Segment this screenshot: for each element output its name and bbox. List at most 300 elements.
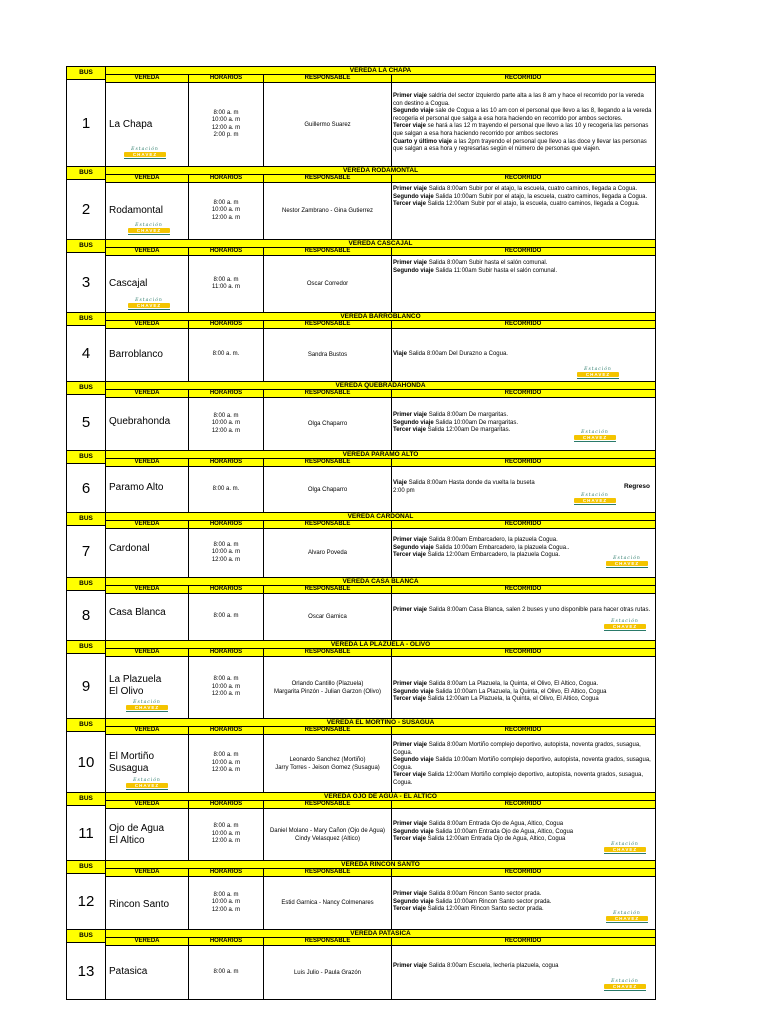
header-horarios: HORARIOS (189, 727, 264, 734)
trip-label: Tercer viaje (393, 906, 426, 913)
responsable-name: Alvaro Poveda (307, 550, 348, 556)
responsable-list (264, 183, 391, 239)
responsable-cell (264, 183, 392, 239)
responsable-list (264, 467, 391, 512)
vereda-cell (106, 398, 189, 450)
vereda-name-line: Quebrahonda (109, 416, 171, 427)
header-responsable: RESPONSABLE (264, 727, 392, 734)
route-details (106, 166, 656, 239)
trip-description: Salida 8:00am De margaritas. (427, 412, 509, 418)
recorrido-cell (392, 329, 654, 381)
trip-description: Salida 10:00am Entrada Ojo de Agua, Altico, Cogua (433, 828, 574, 835)
bus-header: BUS (67, 577, 105, 591)
responsable-list (264, 256, 391, 312)
bus-header: BUS (67, 66, 105, 80)
regreso-label: Regreso (623, 483, 650, 490)
vereda-cell (106, 529, 189, 577)
horario-item: 10:00 a. m (211, 549, 241, 556)
responsable-name: Oscar Garnica (308, 614, 347, 620)
trip-description: se hará a las 12 m trayendo el personal que llevo a las 10 y recogeria las personas que salgan a esa hora haciendo recorrido por ambos sectores (393, 123, 649, 137)
header-vereda: VEREDA (106, 649, 189, 656)
responsable-list (264, 877, 391, 929)
route-block (67, 512, 656, 577)
responsable-cell (264, 735, 392, 792)
logo-underline (604, 630, 646, 631)
route-row (106, 329, 655, 381)
header-horarios: HORARIOS (189, 938, 264, 945)
header-horarios: HORARIOS (189, 521, 264, 528)
bus-column (67, 860, 106, 929)
header-responsable: RESPONSABLE (264, 586, 392, 593)
route-row (106, 83, 655, 166)
recorrido-trip (393, 186, 652, 194)
route-details (106, 929, 656, 999)
column-headers (106, 726, 655, 735)
responsable-cell (264, 529, 392, 577)
vereda-name (109, 543, 150, 555)
header-responsable: RESPONSABLE (264, 75, 392, 82)
header-horarios: HORARIOS (189, 869, 264, 876)
trip-description: 2:00 pm (393, 487, 415, 494)
column-headers (106, 648, 655, 657)
trip-description: Salida 8:00am Hasta donde da vuelta la buseta (406, 480, 535, 486)
route-details (106, 450, 656, 512)
vereda-title: VEREDA CASCAJAL (106, 239, 655, 247)
header-vereda: VEREDA (106, 459, 189, 466)
recorrido-trip (393, 899, 652, 907)
vereda-name-line: La Plazuela (109, 674, 162, 685)
vereda-name (109, 607, 166, 619)
header-responsable: RESPONSABLE (264, 459, 392, 466)
trip-label: Primer viaje (393, 821, 428, 827)
logo-underline (574, 504, 616, 505)
trip-description: Salida 12:00am Rincon Santo sector prada. (425, 906, 544, 913)
header-recorrido: RECORRIDO (504, 459, 542, 465)
trip-description: Salida 8:00am Del Durazno a Cogua. (406, 351, 508, 357)
logo-line-2: CHAVEZ (606, 561, 648, 566)
header-recorrido: RECORRIDO (504, 321, 542, 327)
trip-label: Tercer viaje (393, 552, 426, 559)
bus-header: BUS (67, 512, 105, 526)
horario-item: 12:00 a. m (211, 906, 241, 913)
recorrido-trip (393, 194, 652, 202)
vereda-name-line: Cascajal (109, 278, 148, 289)
horario-item: 8:00 a. m (213, 752, 239, 759)
estacion-chavez-logo (128, 298, 170, 310)
logo-line-2: CHAVEZ (606, 916, 648, 921)
horario-item: 12:00 a. m (211, 838, 241, 845)
bus-number: 11 (78, 824, 94, 842)
logo-line-1: Estación (584, 367, 612, 372)
horarios-cell (189, 83, 264, 166)
recorrido-trip (393, 891, 652, 899)
header-vereda: VEREDA (106, 801, 189, 808)
responsable-name: Orlando Cantillo (Plazuela) (291, 680, 364, 687)
responsable-cell (264, 467, 392, 512)
trip-label: Tercer viaje (393, 123, 426, 130)
vereda-cell (106, 594, 189, 640)
vereda-title: VEREDA PARAMO ALTO (106, 450, 655, 458)
header-responsable: RESPONSABLE (264, 390, 392, 397)
vereda-name-line: Casa Blanca (109, 607, 166, 618)
logo-line-1: Estación (613, 556, 641, 561)
header-horarios: HORARIOS (189, 321, 264, 328)
estacion-chavez-logo (574, 430, 616, 442)
bus-header: BUS (67, 860, 105, 874)
bus-column (67, 640, 106, 718)
estacion-chavez-logo (574, 493, 616, 505)
trip-label: Segundo viaje (393, 544, 434, 551)
trip-description: Salida 12:00am Subir por el atajo, la escuela, cuatro caminos, llegada a Cogua. (425, 201, 640, 208)
trip-label: Cuarto y último viaje (393, 138, 453, 145)
column-headers (106, 520, 655, 529)
responsable-name: Margarita Pinzón - Julian Garzon (Olivo) (273, 688, 382, 695)
logo-line-1: Estación (133, 700, 161, 705)
vereda-title: VEREDA LA CHAPA (106, 66, 655, 74)
route-details (106, 718, 656, 792)
recorrido-text (393, 351, 652, 359)
recorrido-trip (393, 821, 652, 829)
horario-item: 12:00 a. m (211, 767, 241, 774)
horarios-list (189, 183, 263, 239)
route-block (67, 66, 656, 166)
bus-number: 4 (81, 345, 91, 362)
horarios-list (189, 529, 263, 577)
route-block (67, 239, 656, 312)
header-recorrido: RECORRIDO (504, 75, 542, 81)
column-headers (106, 320, 655, 329)
header-responsable: RESPONSABLE (264, 175, 392, 182)
logo-line-2: CHAVEZ (126, 705, 168, 710)
trip-description: saldria del sector izquierdo parte alta a las 8 am y hace el recorrido por la vereda con destino a Cogua. (393, 93, 644, 107)
trip-description: a las 2pm trayendo el personal que llevo a las doce y llevar las personas que salgan a esa hora y regresarlas según el número de personas que viajen. (393, 138, 647, 153)
trip-label: Segundo viaje (393, 108, 434, 115)
recorrido-trip (393, 696, 652, 704)
recorrido-text (393, 821, 652, 844)
header-vereda: VEREDA (106, 586, 189, 593)
recorrido-trip (393, 742, 652, 757)
vereda-title: VEREDA OJO DE AGUA - EL ALTICO (106, 792, 655, 800)
route-row (106, 183, 655, 239)
recorrido-text (393, 681, 652, 704)
horario-item: 8:00 a. m (213, 276, 239, 283)
header-horarios: HORARIOS (189, 649, 264, 656)
horario-item: 2:00 p. m (213, 132, 239, 138)
horarios-cell (189, 877, 264, 929)
vereda-name-line: Cardonal (109, 543, 150, 554)
route-block (67, 718, 656, 792)
bus-number: 8 (81, 607, 91, 624)
header-vereda: VEREDA (106, 175, 189, 182)
vereda-name (109, 349, 163, 361)
recorrido-trip (393, 268, 652, 276)
column-headers (106, 868, 655, 877)
logo-line-1: Estación (581, 430, 609, 435)
vereda-name-line: Susagua (109, 763, 149, 774)
bus-column (67, 577, 106, 640)
recorrido-cell (392, 657, 654, 718)
logo-underline (604, 990, 646, 991)
header-recorrido: RECORRIDO (504, 390, 542, 396)
vereda-cell (106, 735, 189, 792)
bus-column (67, 792, 106, 860)
estacion-chavez-logo (606, 911, 648, 923)
responsable-cell (264, 256, 392, 312)
logo-line-1: Estación (611, 619, 639, 624)
recorrido-text (393, 93, 652, 154)
recorrido-trip (393, 108, 652, 123)
bus-header: BUS (67, 450, 105, 464)
vereda-name (109, 674, 161, 698)
vereda-title: VEREDA QUEBRADAHONDA (106, 381, 655, 389)
responsable-cell (264, 657, 392, 718)
logo-underline (574, 441, 616, 442)
responsable-list (264, 83, 391, 166)
trip-label: Tercer viaje (393, 201, 426, 208)
logo-underline (606, 567, 648, 568)
horarios-cell (189, 467, 264, 512)
horarios-list (189, 946, 263, 999)
vereda-title: VEREDA LA PLAZUELA - OLIVO (106, 640, 655, 648)
bus-column (67, 312, 106, 381)
recorrido-cell (392, 946, 654, 999)
horario-item: 8:00 a. m. (212, 485, 240, 492)
recorrido-trip (393, 772, 652, 787)
column-headers (106, 800, 655, 809)
recorrido-trip (393, 412, 652, 420)
trip-label: Primer viaje (393, 742, 428, 748)
route-row (106, 809, 655, 860)
trip-label: Primer viaje (393, 607, 428, 613)
estacion-chavez-logo (604, 842, 646, 854)
horarios-cell (189, 735, 264, 792)
estacion-chavez-logo (604, 979, 646, 991)
recorrido-cell (392, 467, 654, 512)
horario-item: 10:00 a. m (211, 420, 241, 427)
horario-item: 10:00 a. m (211, 683, 241, 690)
trip-description: Salida 8:00am Subir hasta el salón comunal. (427, 260, 548, 266)
logo-line-2: CHAVEZ (574, 498, 616, 503)
responsable-list (264, 594, 391, 640)
bus-number: 7 (81, 543, 91, 560)
responsable-list (264, 735, 391, 792)
header-horarios: HORARIOS (189, 801, 264, 808)
horarios-list (189, 877, 263, 929)
recorrido-trip (393, 689, 652, 697)
horarios-cell (189, 946, 264, 999)
vereda-name-line: La Chapa (109, 119, 153, 130)
vereda-name (109, 482, 163, 494)
header-responsable: RESPONSABLE (264, 869, 392, 876)
vereda-name-line: Rincon Santo (109, 899, 170, 910)
vereda-name-line: El Olivo (109, 686, 144, 697)
recorrido-trip (393, 93, 652, 108)
vereda-name (109, 416, 170, 428)
header-responsable: RESPONSABLE (264, 801, 392, 808)
horario-item: 10:00 a. m (211, 117, 241, 123)
recorrido-trip (393, 829, 652, 837)
trip-label: Segundo viaje (393, 828, 434, 835)
vereda-name-line: Ojo de Agua (109, 823, 165, 834)
header-responsable: RESPONSABLE (264, 521, 392, 528)
horarios-cell (189, 398, 264, 450)
recorrido-cell (392, 529, 654, 577)
header-vereda: VEREDA (106, 938, 189, 945)
route-row (106, 877, 655, 929)
responsable-name: Luis Julio - Paula Grazón (293, 969, 362, 976)
trip-label: Tercer viaje (393, 696, 426, 703)
trip-label: Segundo viaje (393, 757, 434, 764)
trip-label: Tercer viaje (393, 427, 426, 434)
recorrido-cell (392, 83, 654, 166)
trip-description: Salida 10:00am La Plazuela, la Quinta, el Olivo, El Altico, Cogua (433, 688, 607, 695)
logo-line-1: Estación (613, 911, 641, 916)
responsable-cell (264, 594, 392, 640)
route-details (106, 239, 656, 312)
trip-description: Salida 10:00am Rincon Santo sector prada. (433, 898, 552, 905)
logo-underline (128, 234, 170, 235)
horario-item: 10:00 a. m (211, 207, 241, 214)
trip-description: Salida 10:00am Subir por el atajo, la escuela, cuatro caminos, llegada a Cogua. (433, 193, 648, 200)
route-row (106, 735, 655, 792)
logo-underline (128, 309, 170, 310)
horarios-list (189, 83, 263, 166)
trip-description: Salida 8:00am Mortiño complejo deportivo, autopista, noventa grados, susagua, Cogua. (393, 742, 641, 756)
responsable-name: Cindy Velasquez (Altico) (294, 835, 361, 842)
bus-number: 13 (77, 962, 95, 980)
logo-line-1: Estación (611, 979, 639, 984)
header-horarios: HORARIOS (189, 248, 264, 255)
trip-label: Segundo viaje (393, 193, 434, 200)
header-horarios: HORARIOS (189, 390, 264, 397)
recorrido-cell (392, 183, 654, 239)
bus-number: 2 (81, 201, 91, 218)
vereda-title: VEREDA RINCON SANTO (106, 860, 655, 868)
recorrido-trip (393, 681, 652, 689)
trip-label: Primer viaje (393, 537, 428, 543)
horario-item: 8:00 a. m (213, 541, 239, 548)
recorrido-cell (392, 398, 654, 450)
responsable-cell (264, 329, 392, 381)
vereda-title: VEREDA CARDONAL (106, 512, 655, 520)
horarios-cell (189, 183, 264, 239)
recorrido-trip (393, 139, 652, 154)
responsable-cell (264, 398, 392, 450)
bus-number: 10 (77, 753, 95, 771)
header-responsable: RESPONSABLE (264, 321, 392, 328)
responsable-name: Daniel Molano - Mary Cañon (Ojo de Agua) (269, 827, 386, 834)
trip-label: Primer viaje (393, 260, 428, 266)
vereda-title: VEREDA BARROBLANCO (106, 312, 655, 320)
trip-description: sale de Cogua a las 10 am con el personal que llevo a las 8, llegando a la vereda recogeria el personal que salga a esa hora haciendo en recorrido por ambos sectores. (393, 108, 652, 122)
logo-line-1: Estación (131, 147, 159, 152)
vereda-cell (106, 329, 189, 381)
responsable-name: Leonardo Sanchez (Mortiño) (289, 756, 366, 763)
recorrido-trip (393, 607, 652, 615)
bus-column (67, 718, 106, 792)
route-row (106, 398, 655, 450)
responsable-name: Oscar Corredor (306, 281, 349, 287)
recorrido-trip (393, 963, 652, 971)
vereda-cell (106, 946, 189, 999)
horarios-list (189, 657, 263, 718)
recorrido-trip (393, 351, 652, 359)
responsable-list (264, 946, 391, 999)
column-headers (106, 247, 655, 256)
horarios-list (189, 467, 263, 512)
logo-line-2: CHAVEZ (577, 372, 619, 377)
responsable-list (264, 809, 391, 860)
logo-line-1: Estación (581, 493, 609, 498)
recorrido-text (393, 742, 652, 788)
header-vereda: VEREDA (106, 521, 189, 528)
route-block (67, 577, 656, 640)
estacion-chavez-logo (126, 700, 168, 712)
horarios-cell (189, 594, 264, 640)
header-vereda: VEREDA (106, 248, 189, 255)
responsable-cell (264, 877, 392, 929)
route-block (67, 381, 656, 450)
logo-underline (126, 711, 168, 712)
bus-number: 6 (81, 479, 91, 497)
route-block (67, 166, 656, 239)
vereda-cell (106, 657, 189, 718)
horario-item: 10:00 a. m (211, 830, 241, 837)
bus-column (67, 239, 106, 312)
route-block (67, 792, 656, 860)
logo-underline (577, 378, 619, 379)
recorrido-cell (392, 809, 654, 860)
route-details (106, 860, 656, 929)
trip-description: Salida 12:00am De margaritas. (425, 427, 511, 434)
vereda-name-line: El Mortiño (109, 751, 155, 762)
bus-header: BUS (67, 718, 105, 732)
horario-item: 8:00 a. m (213, 891, 239, 898)
responsable-list (264, 329, 391, 381)
trip-label: Primer viaje (393, 891, 428, 897)
logo-line-2: CHAVEZ (604, 984, 646, 989)
vereda-name (109, 751, 154, 775)
route-details (106, 577, 656, 640)
bus-column (67, 929, 106, 999)
route-row (106, 657, 655, 718)
horario-item: 8:00 a. m (213, 968, 239, 975)
header-vereda: VEREDA (106, 390, 189, 397)
vereda-name-line: Paramo Alto (109, 482, 164, 493)
route-details (106, 792, 656, 860)
route-row (106, 946, 655, 999)
logo-line-1: Estación (135, 223, 163, 228)
route-block (67, 312, 656, 381)
route-details (106, 312, 656, 381)
route-details (106, 512, 656, 577)
header-vereda: VEREDA (106, 869, 189, 876)
estacion-chavez-logo (124, 147, 166, 159)
route-block (67, 450, 656, 512)
horario-item: 8:00 a. m (213, 199, 239, 206)
bus-column (67, 512, 106, 577)
recorrido-cell (392, 735, 654, 792)
route-details (106, 381, 656, 450)
logo-underline (126, 789, 168, 790)
trip-label: Viaje (393, 480, 407, 486)
trip-label: Primer viaje (393, 681, 428, 687)
route-block (67, 640, 656, 718)
column-headers (106, 937, 655, 946)
trip-description: Salida 8:00am Subir por el atajo, la escuela, cuatro caminos, llegada a Cogua. (427, 186, 638, 192)
header-recorrido: RECORRIDO (504, 521, 542, 527)
header-vereda: VEREDA (106, 75, 189, 82)
